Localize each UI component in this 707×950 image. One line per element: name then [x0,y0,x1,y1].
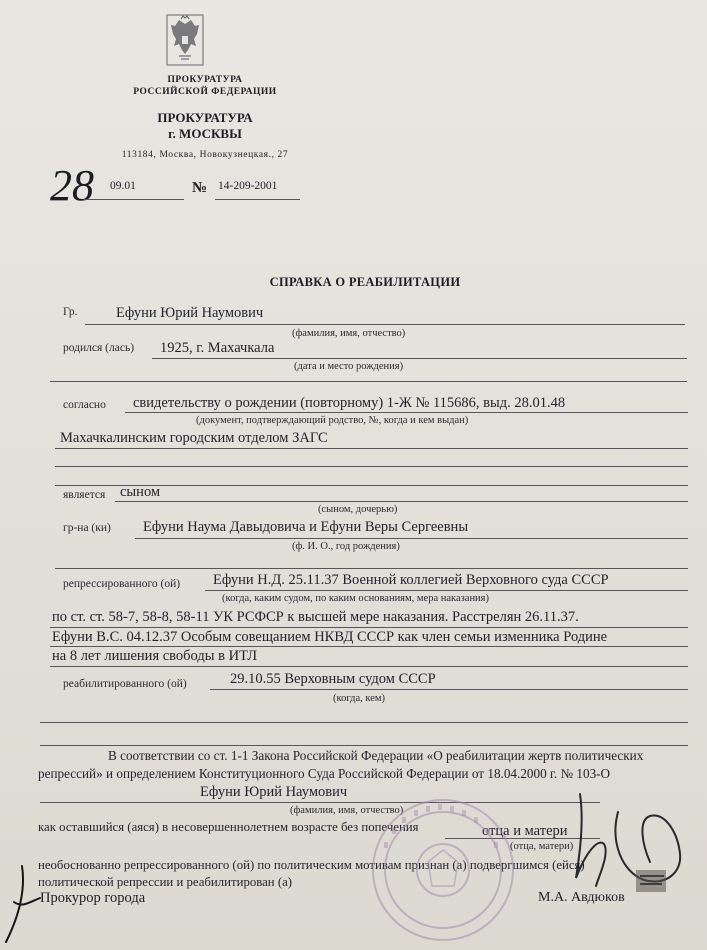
repressed-value-4: на 8 лет лишения свободы в ИТЛ [52,648,258,664]
office-address: 113184, Москва, Новокузнецкая., 27 [121,150,289,160]
document-title: СПРАВКА О РЕАБИЛИТАЦИИ [269,275,461,289]
official-stamp [368,790,518,950]
law-line-2: репрессий» и определением Конституционного Суда Российской Федерации от 18.04.2000 г. № 103-О [38,766,611,781]
coat-of-arms-emblem [166,14,204,66]
repressed-value-1: Ефуни Н.Д. 25.11.37 Военной коллегией Верховного суда СССР [213,572,609,588]
reg-number-sign: № [192,180,208,196]
born-hint: (дата и место рождения) [294,361,404,372]
born-label: родился (лась) [63,342,135,354]
of-value: Ефуни Наума Давыдовича и Ефуни Веры Сергеевны [143,519,469,535]
rehab-label: реабилитированного (ой) [63,678,187,690]
is-hint: (сыном, дочерью) [318,504,398,515]
citizen-value: Ефуни Юрий Наумович [116,305,264,321]
signatory-name: М.А. Авдюков [538,890,625,905]
office-line-2: г. МОСКВЫ [168,126,242,141]
repressed-hint: (когда, каким судом, по каким основаниям, мера наказания) [222,593,490,604]
per-value: свидетельству о рождении (повторному) 1-Ж № 115686, выд. 28.01.48 [133,395,566,411]
citizen-hint: (фамилия, имя, отчество) [292,328,406,339]
recognized-text: необоснованно репрессированного (ой) по политическим мотивам признан (а) подвергшимся (ейся) [38,858,585,872]
reg-number: 14-209-2001 [218,180,278,192]
signatory-position: Прокурор города [40,890,146,906]
is-label: является [63,489,106,501]
org-line-2: РОССИЙСКОЙ ФЕДЕРАЦИИ [133,87,277,97]
person-hint: (фамилия, имя, отчество) [290,805,404,816]
is-value: сыном [120,484,161,500]
citizen-label: Гр. [63,306,78,318]
repressed-value-3: Ефуни В.С. 04.12.37 Особым совещанием НКВД СССР как член семьи изменника Родине [52,629,608,645]
parents-value: отца и матери [482,823,568,839]
reg-month-year: 09.01 [110,180,136,192]
parents-hint: (отца, матери) [510,841,574,852]
repressed-label: репрессированного (ой) [63,578,181,590]
per-hint: (документ, подтверждающий родство, №, когда и кем выдан) [196,415,469,426]
of-hint: (ф. И. О., год рождения) [292,541,400,552]
rehab-hint: (когда, кем) [333,693,385,704]
rehab-value: 29.10.55 Верховным судом СССР [230,671,436,687]
org-line-1: ПРОКУРАТУРА [167,75,243,85]
recognized-text-2: политической репрессии и реабилитирован (а) [38,875,293,889]
side-signature [0,862,46,950]
per-label: согласно [63,399,106,411]
person-value: Ефуни Юрий Наумович [200,784,348,800]
repressed-value-2: по ст. ст. 58-7, 58-8, 58-11 УК РСФСР к высшей мере наказания. Расстрелян 26.11.37. [52,609,579,625]
of-label: гр-на (ки) [63,522,111,534]
orphan-text: как оставшийся (аяся) в несовершеннолетнем возрасте без попечения [38,820,419,834]
handwritten-day: 28 [50,161,94,210]
per-value-2: Махачкалинским городским отделом ЗАГС [60,430,328,446]
law-line-1: В соответствии со ст. 1-1 Закона Российской Федерации «О реабилитации жертв политических [108,748,644,763]
born-value: 1925, г. Махачкала [160,340,275,356]
office-line-1: ПРОКУРАТУРА [157,110,253,125]
prosecutor-signature [540,782,700,902]
